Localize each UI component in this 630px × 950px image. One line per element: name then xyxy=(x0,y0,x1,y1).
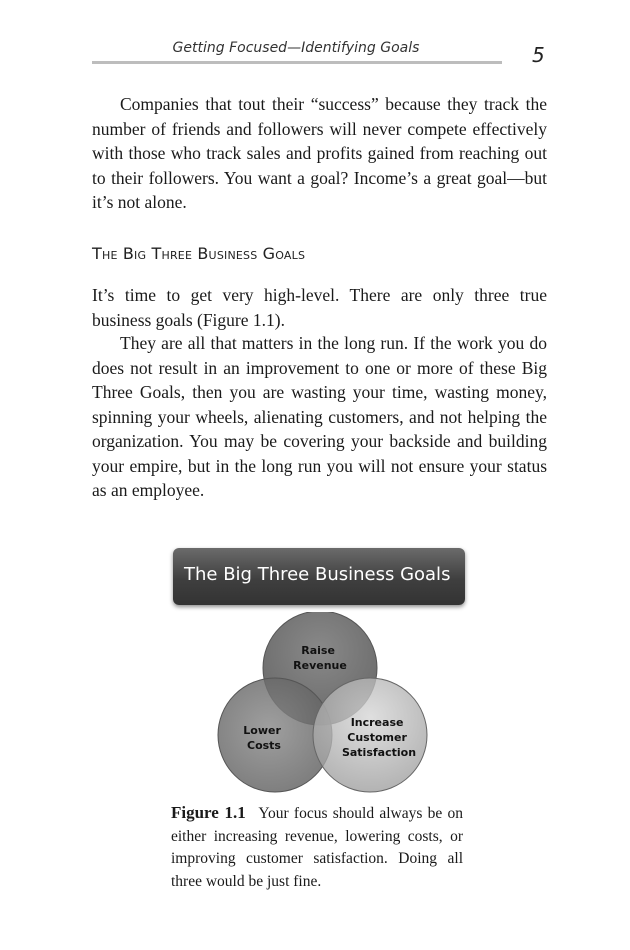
svg-text:Increase Customer xyxy=(342,716,416,759)
figure-banner xyxy=(173,548,465,605)
figure-banner-title: The Big Three Business Goals xyxy=(184,564,451,585)
paragraph-3: They are all that matters in the long run. If the work you do does not result in an improvement to one or more of these Big Three Goals, then you are wasting your time, wasting money, spinning your wheels, alienating customers, and not helping the organization. You may be covering your backside and building your empire, but in the long run you will not ensure your status as an employee. xyxy=(92,333,547,500)
figure-caption-label: Figure 1.1 xyxy=(171,803,246,822)
label-raise: Raise xyxy=(301,644,335,657)
paragraph-2: It’s time to get very high-level. There are only three true business goals (Figure 1.1). xyxy=(92,285,547,330)
running-head-title: Getting Focused—Identifying Goals xyxy=(172,40,420,56)
label-satisfaction: Satisfaction xyxy=(341,746,417,759)
page-number: 5 xyxy=(532,43,545,67)
header-rule xyxy=(92,61,502,64)
label-lower: Lower xyxy=(243,724,281,737)
label-revenue: Revenue xyxy=(293,659,347,672)
paragraph-1: Companies that tout their “success” because they track the number of friends and followers will never compete effectively with those who track sales and profits gained from reaching out to their followers. You want a goal? Income’s a great goal—but it’s not alone. xyxy=(92,94,547,212)
section-heading: The Big Three Business Goals xyxy=(92,244,306,263)
venn-diagram xyxy=(200,612,440,802)
figure-caption xyxy=(171,802,463,893)
label-costs: Costs xyxy=(247,739,281,752)
figure-caption-text: Your focus should always be on either increasing revenue, lowering costs, or improving customer satisfaction. Doing all three would be just fine. xyxy=(171,805,463,890)
label-customer: Customer xyxy=(347,731,407,744)
label-increase: Increase xyxy=(350,716,404,729)
